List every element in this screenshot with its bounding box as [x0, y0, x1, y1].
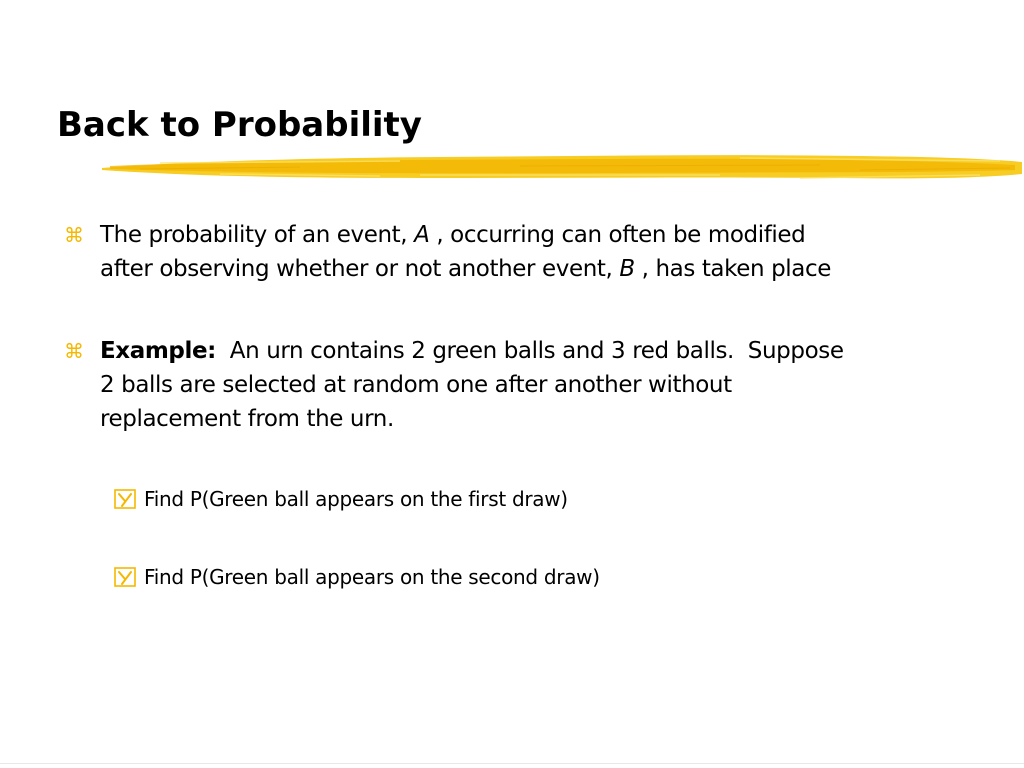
title-underline-brush-stroke [100, 148, 1024, 188]
event-b-variable: B [619, 256, 635, 282]
example-label: Example: [100, 338, 216, 364]
checkbox-y-icon [114, 567, 136, 587]
command-key-icon: ⌘ [64, 223, 84, 247]
event-a-variable: A [414, 222, 430, 248]
slide-title: Back to Probability [57, 105, 422, 145]
bullet-text: Example: An urn contains 2 green balls and 3 red balls. Suppose 2 balls are selected at random one after another without replacement from the urn. [100, 338, 844, 432]
sub-bullet-second-draw [114, 562, 600, 592]
bullet-text: The probability of an event, A , occurring can often be modified after observing whether or not another event, B , has taken place [100, 222, 831, 282]
sub-bullet-text: Find P(Green ball appears on the second draw) [144, 565, 600, 589]
bullet-example [64, 334, 964, 436]
bullet-conditional-probability [64, 218, 964, 286]
command-key-icon: ⌘ [64, 339, 84, 363]
sub-bullet-first-draw [114, 484, 568, 514]
sub-bullet-text: Find P(Green ball appears on the first draw) [144, 487, 568, 511]
bottom-divider [0, 763, 1024, 764]
checkbox-y-icon [114, 489, 136, 509]
